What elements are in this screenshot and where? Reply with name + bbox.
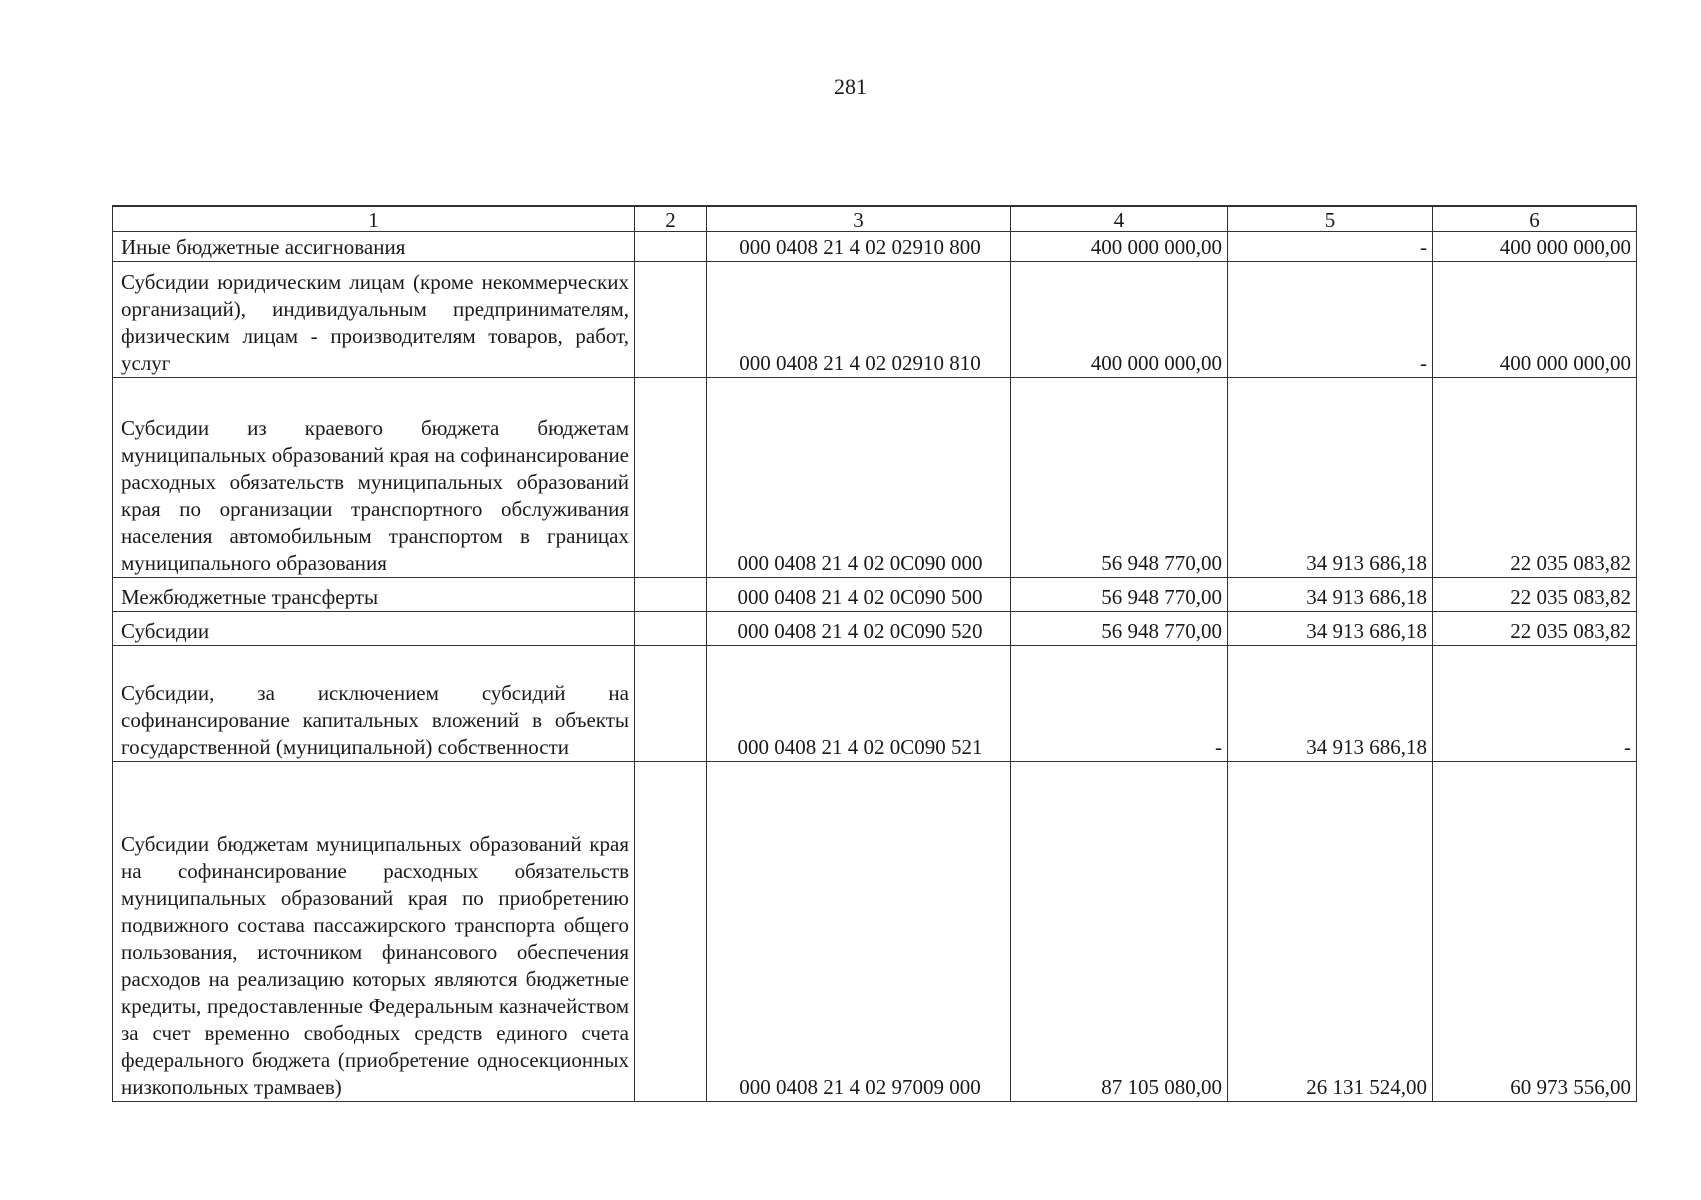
- row-name: Субсидии, за исключением субсидий на софинансирование капитальных вложений в объекты государственной (муниципальной) собственности: [113, 646, 635, 762]
- row-col4: 56 948 770,00: [1011, 578, 1228, 612]
- row-col4: -: [1011, 646, 1228, 762]
- row-code: 000 0408 21 4 02 0С090 000: [707, 378, 1011, 578]
- row-name: Субсидии бюджетам муниципальных образований края на софинансирование расходных обязательств муниципальных образований края по приобретению подвижного состава пассажирского транспорта общего пользования, источником финансового обеспечения расходов на реализацию которых являются бюджетные кредиты, предоставленные Федеральным казначейством за счет временно свободных средств единого счета федерального бюджета (приобретение односекционных низкопольных трамваев): [113, 762, 635, 1102]
- row-col2: [635, 646, 707, 762]
- row-name: Субсидии: [113, 612, 635, 646]
- row-col4: 400 000 000,00: [1011, 262, 1228, 378]
- row-col5: 34 913 686,18: [1228, 612, 1433, 646]
- row-col6: 22 035 083,82: [1433, 378, 1637, 578]
- row-col4: 56 948 770,00: [1011, 612, 1228, 646]
- column-header-1: 1: [113, 206, 635, 232]
- row-col2: [635, 232, 707, 262]
- row-col4: 87 105 080,00: [1011, 762, 1228, 1102]
- table-row: [113, 762, 1637, 1102]
- column-header-4: 4: [1011, 206, 1228, 232]
- row-name: Межбюджетные трансферты: [113, 578, 635, 612]
- table-row: [113, 262, 1637, 378]
- row-col5: -: [1228, 232, 1433, 262]
- row-name: Субсидии юридическим лицам (кроме некоммерческих организаций), индивидуальным предпринимателям, физическим лицам - производителям товаров, работ, услуг: [113, 262, 635, 378]
- row-col5: 34 913 686,18: [1228, 646, 1433, 762]
- row-code: 000 0408 21 4 02 0С090 521: [707, 646, 1011, 762]
- row-col2: [635, 762, 707, 1102]
- column-header-row: [113, 206, 1637, 232]
- row-col2: [635, 612, 707, 646]
- budget-table-body: [113, 206, 1637, 1102]
- row-col5: 34 913 686,18: [1228, 378, 1433, 578]
- row-col4: 400 000 000,00: [1011, 232, 1228, 262]
- column-header-5: 5: [1228, 206, 1433, 232]
- row-col2: [635, 378, 707, 578]
- row-col2: [635, 262, 707, 378]
- row-col6: 22 035 083,82: [1433, 612, 1637, 646]
- row-col6: 400 000 000,00: [1433, 262, 1637, 378]
- row-name: Иные бюджетные ассигнования: [113, 232, 635, 262]
- column-header-6: 6: [1433, 206, 1637, 232]
- row-code: 000 0408 21 4 02 0С090 500: [707, 578, 1011, 612]
- table-row: [113, 578, 1637, 612]
- column-header-3: 3: [707, 206, 1011, 232]
- row-col6: 22 035 083,82: [1433, 578, 1637, 612]
- row-col6: 400 000 000,00: [1433, 232, 1637, 262]
- row-name: Субсидии из краевого бюджета бюджетам муниципальных образований края на софинансирование расходных обязательств муниципальных образований края по организации транспортного обслуживания населения автомобильным транспортом в границах муниципального образования: [113, 378, 635, 578]
- budget-table: [112, 205, 1637, 1102]
- row-col5: -: [1228, 262, 1433, 378]
- row-col2: [635, 578, 707, 612]
- row-col5: 26 131 524,00: [1228, 762, 1433, 1102]
- table-row: [113, 646, 1637, 762]
- table-row: [113, 378, 1637, 578]
- row-code: 000 0408 21 4 02 0С090 520: [707, 612, 1011, 646]
- table-row: [113, 232, 1637, 262]
- table-row: [113, 612, 1637, 646]
- row-code: 000 0408 21 4 02 02910 810: [707, 262, 1011, 378]
- column-header-2: 2: [635, 206, 707, 232]
- row-col6: -: [1433, 646, 1637, 762]
- row-col6: 60 973 556,00: [1433, 762, 1637, 1102]
- row-code: 000 0408 21 4 02 97009 000: [707, 762, 1011, 1102]
- row-code: 000 0408 21 4 02 02910 800: [707, 232, 1011, 262]
- row-col5: 34 913 686,18: [1228, 578, 1433, 612]
- row-col4: 56 948 770,00: [1011, 378, 1228, 578]
- page-number: 281: [834, 74, 867, 99]
